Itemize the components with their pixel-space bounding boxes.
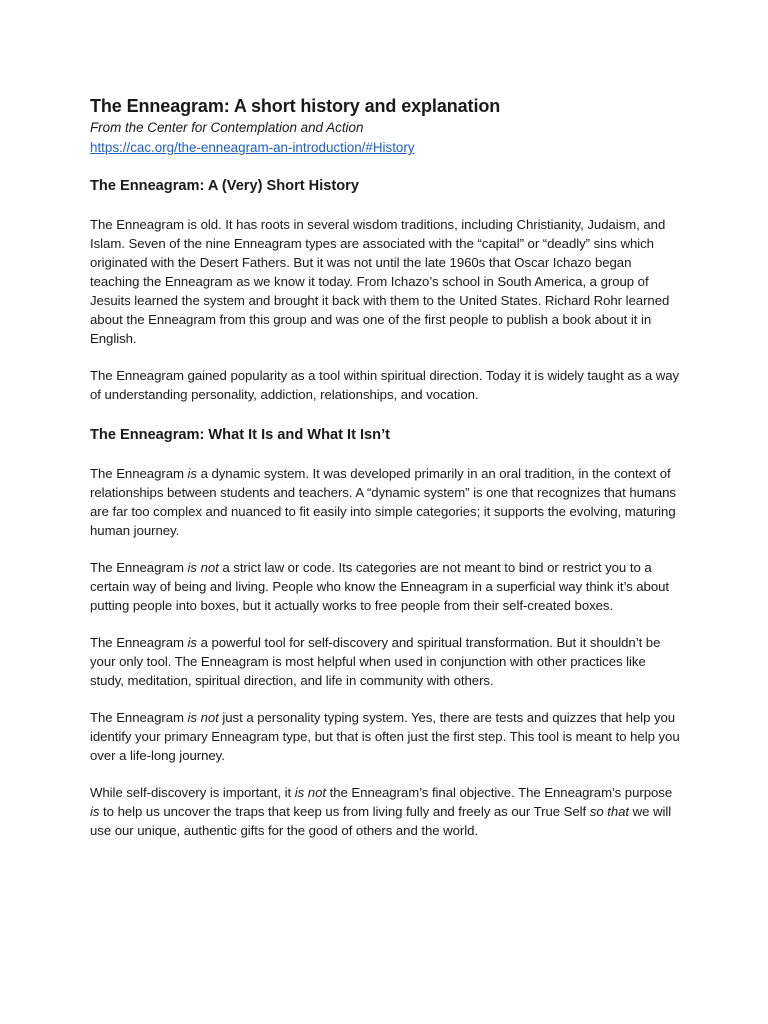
history-paragraph-1: The Enneagram is old. It has roots in several wisdom traditions, including Christianity, Judaism, and Islam. Seven of the nine Enneagram types are associated with the “capital” or “deadly” sins which originated with the Desert Fathers. But it was not until the late 1960s that Oscar Ichazo began teaching the Enneagram as we know it today. From Ichazo’s school in South America, a group of Jesuits learned the system and brought it back with them to the United States. Richard Rohr learned about the Enneagram from this group and was one of the first people to publish a book about it in English.: [90, 217, 670, 346]
what-it-is-paragraph-1: The Enneagram is a dynamic system. It was developed primarily in an oral tradition, in the context of relationships between students and teachers. A “dynamic system” is one that recognizes that humans are far too complex and nuanced to fit easily into simple categories; it supports the evolving, maturing human journey.: [90, 466, 676, 538]
section-heading-history: The Enneagram: A (Very) Short History: [90, 178, 359, 194]
document-page: [90, 94, 682, 840]
history-paragraph-2: The Enneagram gained popularity as a tool within spiritual direction. Today it is widely taught as a way of understanding personality, addiction, relationships, and vocation.: [90, 368, 680, 402]
what-it-is-paragraph-5: While self-discovery is important, it is not the Enneagram’s final objective. The Enneagram’s purpose is to help us uncover the traps that keep us from living fully and freely as our True Self so that we will use our unique, authentic gifts for the good of others and the world.: [90, 785, 673, 838]
document-subtitle: From the Center for Contemplation and Action: [90, 120, 364, 135]
section-heading-what-it-is: The Enneagram: What It Is and What It Isn’t: [90, 427, 390, 443]
what-it-is-paragraph-2: The Enneagram is not a strict law or code. Its categories are not meant to bind or restrict you to a certain way of being and living. People who know the Enneagram in a superficial way think it’s about putting people into boxes, but it actually works to free people from their self-created boxes.: [90, 560, 670, 613]
source-link[interactable]: https://cac.org/the-enneagram-an-introduction/#History: [90, 140, 415, 155]
what-it-is-paragraph-4: The Enneagram is not just a personality typing system. Yes, there are tests and quizzes that help you identify your primary Enneagram type, but that is often just the first step. This tool is meant to help you over a life-long journey.: [90, 710, 680, 763]
what-it-is-paragraph-3: The Enneagram is a powerful tool for self-discovery and spiritual transformation. But it shouldn’t be your only tool. The Enneagram is most helpful when used in conjunction with other practices like study, meditation, spiritual direction, and life in community with others.: [90, 635, 661, 688]
document-title: The Enneagram: A short history and explanation: [90, 96, 501, 116]
